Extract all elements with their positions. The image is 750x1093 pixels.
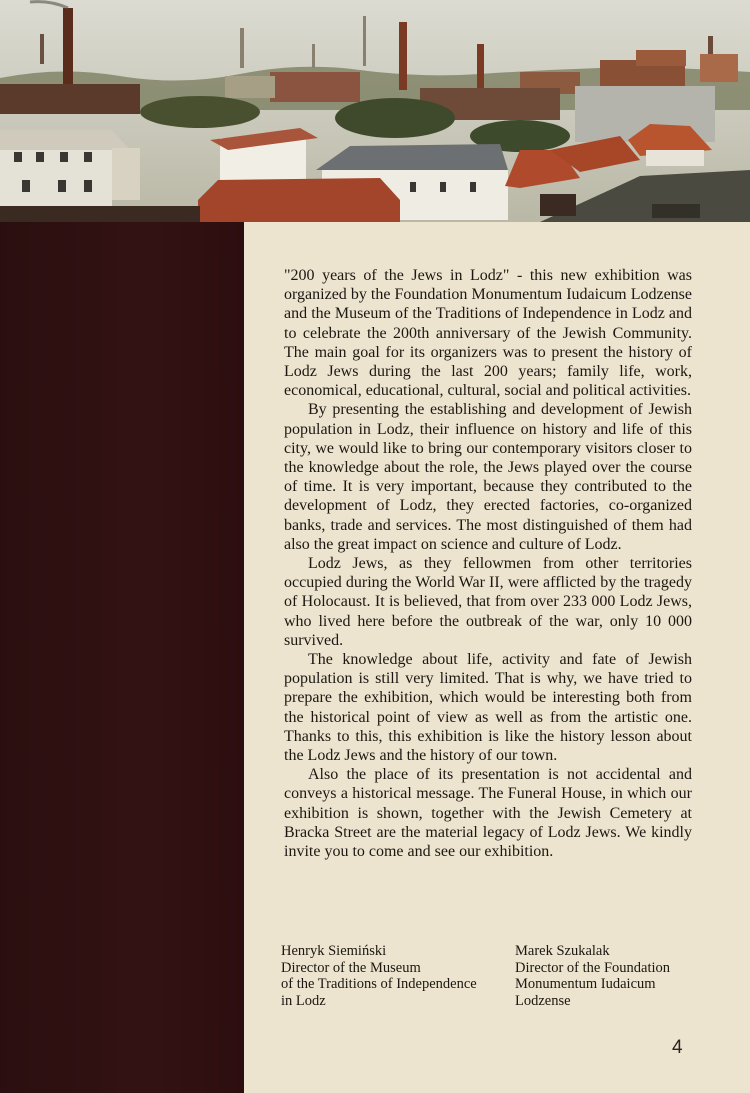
historical-city-photo	[0, 0, 750, 222]
signature-title: Lodzense	[515, 992, 571, 1009]
paragraph-1: "200 years of the Jews in Lodz" - this new exhibition was organized by the Foundation Monumentum Iudaicum Lodzense and the Museum of the Traditions of Independence in Lodz and to celebrate the 200th anniversary of the Jewish Community. The main goal for its organizers was to present the history of Lodz Jews during the last 200 years; family life, work, economical, educational, cultural, social and political activities.	[284, 267, 692, 400]
signature-title: Monumentum Iudaicum	[515, 976, 656, 992]
paragraph-5: Also the place of its presentation is not accidental and conveys a historical message. The Funeral House, in which our exhibition is shown, together with the Jewish Cemetery at Bracka Street are the material legacy of Lodz Jews. We kindly invite you to come and see our exhibition.	[284, 766, 692, 861]
left-color-panel	[0, 222, 244, 1093]
signature-title: of the Traditions of Independence	[281, 976, 477, 992]
signature-title: Director of the Foundation	[515, 959, 671, 976]
article-body	[284, 266, 692, 861]
signature-left	[281, 943, 477, 1009]
signature-name: Marek Szukalak	[515, 943, 610, 959]
page-number: 4	[672, 1037, 683, 1058]
signature-title: Director of the Museum	[281, 959, 421, 976]
paragraph-3: Lodz Jews, as they fellowmen from other territories occupied during the World War II, were afflicted by the tragedy of Holocaust. It is believed, that from over 233 000 Lodz Jews, who lived here before the outbreak of the war, only 10 000 survived.	[284, 555, 692, 649]
signature-title: in Lodz	[281, 992, 326, 1009]
paragraph-2: By presenting the establishing and development of Jewish population in Lodz, their influence on history and life of this city, we would like to bring our contemporary visitors closer to the knowledge about the role, the Jews played over the course of time. It is very important, because they contributed to the development of Lodz, they erected factories, co-organized banks, trade and services. The most distinguished of them had also the great impact on science and culture of Lodz.	[284, 401, 692, 553]
paragraph-4: The knowledge about life, activity and fate of Jewish population is still very limited. That is why, we have tried to prepare the exhibition, which would be interesting both from the historical point of view as well as from the artistic one. Thanks to this, this exhibition is like the history lesson about the Lodz Jews and the history of our town.	[284, 651, 692, 765]
signature-right	[515, 943, 670, 1009]
signature-name: Henryk Siemiński	[281, 943, 387, 959]
